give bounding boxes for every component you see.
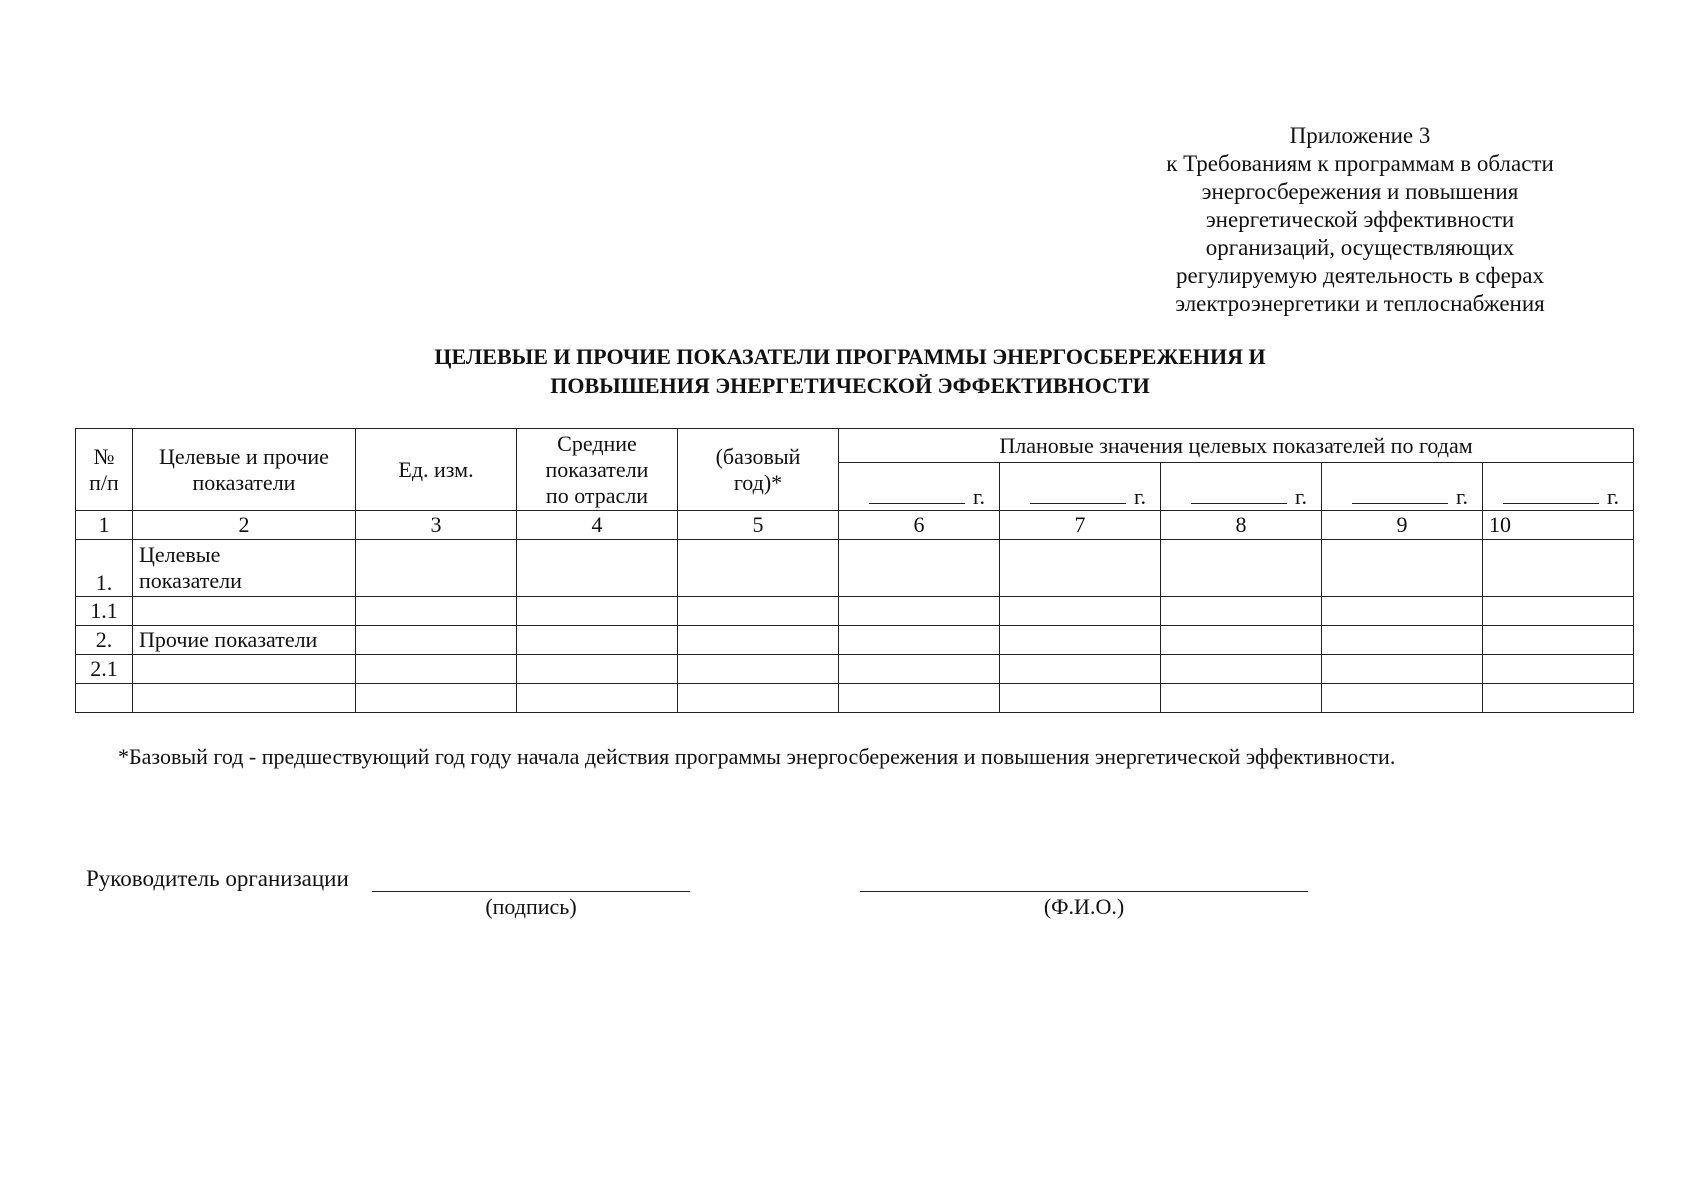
appendix-line: Приложение 3 [1289,123,1431,148]
row-name [133,540,356,597]
column-number: 2 [133,511,356,540]
column-number: 4 [517,511,678,540]
table-cell[interactable] [1483,655,1634,684]
year-blank [1030,483,1126,504]
table-cell[interactable] [678,684,839,713]
header-average-line2: показатели [545,456,649,482]
appendix-block [1150,122,1570,318]
table-cell[interactable] [678,626,839,655]
row-name-line2: показатели [139,568,242,593]
full-name-caption: (Ф.И.О.) [1043,894,1125,919]
table-cell[interactable] [839,655,1000,684]
year-blank [1191,483,1287,504]
footnote: *Базовый год - предшествующий год году начала действия программы энергосбережения и повышения энергетической эффективности. [118,744,1396,769]
table-cell[interactable] [356,540,517,597]
column-number: 9 [1322,511,1483,540]
table-cell[interactable] [678,597,839,626]
table-row [76,655,1634,684]
header-row [76,429,1634,463]
table-cell[interactable] [1483,626,1634,655]
signature-caption: (подпись) [485,894,577,919]
signature-label: Руководитель организации [86,866,349,891]
header-num-line1: № [93,443,115,469]
year-suffix: г. [972,484,985,509]
header-base-line1: (базовый [715,443,801,469]
row-number: 2.1 [76,655,133,684]
column-number: 3 [356,511,517,540]
table-row [76,626,1634,655]
year-cell [1000,463,1161,511]
row-name[interactable] [133,684,356,713]
title-line-2: ПОВЫШЕНИЯ ЭНЕРГЕТИЧЕСКОЙ ЭФФЕКТИВНОСТИ [550,373,1150,398]
year-blank [869,483,965,504]
table-cell[interactable] [839,626,1000,655]
table-cell[interactable] [1161,540,1322,597]
table-row [76,540,1634,597]
table-cell[interactable] [1322,597,1483,626]
table-cell[interactable] [356,626,517,655]
table-cell[interactable] [1000,684,1161,713]
table-cell[interactable] [839,684,1000,713]
year-suffix: г. [1455,484,1468,509]
table-cell[interactable] [1322,684,1483,713]
table-cell[interactable] [678,540,839,597]
document-title [250,342,1450,400]
column-number: 1 [76,511,133,540]
indicators-table [75,428,1634,713]
year-cell [1161,463,1322,511]
row-name[interactable] [133,655,356,684]
year-cell [1483,463,1634,511]
table-cell[interactable] [1000,540,1161,597]
table-cell[interactable] [1483,597,1634,626]
appendix-line: регулируемую деятельность в сферах [1175,263,1545,288]
column-number: 8 [1161,511,1322,540]
table-cell[interactable] [1483,684,1634,713]
year-suffix: г. [1294,484,1307,509]
column-number: 7 [1000,511,1161,540]
title-line-1: ЦЕЛЕВЫЕ И ПРОЧИЕ ПОКАЗАТЕЛИ ПРОГРАММЫ ЭНЕРГОСБЕРЕЖЕНИЯ И [434,344,1266,369]
table-cell[interactable] [1000,655,1161,684]
year-cell [839,463,1000,511]
signature-line[interactable] [372,891,690,892]
table-cell[interactable] [1322,626,1483,655]
year-blank [1352,483,1448,504]
table-cell[interactable] [1161,626,1322,655]
table-cell[interactable] [517,626,678,655]
table-cell[interactable] [517,684,678,713]
table-cell[interactable] [1000,597,1161,626]
table-cell[interactable] [678,655,839,684]
header-unit: Ед. изм. [356,429,517,511]
row-name-line1: Целевые [139,542,221,567]
table-cell[interactable] [1161,684,1322,713]
table-cell[interactable] [517,597,678,626]
table-cell[interactable] [1000,626,1161,655]
row-name: Прочие показатели [133,626,356,655]
header-num [76,429,133,511]
full-name-line[interactable] [860,891,1308,892]
table-cell[interactable] [1322,540,1483,597]
year-suffix: г. [1133,484,1146,509]
row-number: 1. [76,540,133,597]
row-number: 2. [76,626,133,655]
table-cell[interactable] [1161,597,1322,626]
table-row [76,684,1634,713]
year-blank [1503,483,1599,504]
year-suffix: г. [1607,484,1620,509]
year-cell [1322,463,1483,511]
table-cell[interactable] [839,540,1000,597]
header-indicators: Целевые и прочие показатели [133,429,356,511]
column-number: 5 [678,511,839,540]
table-cell[interactable] [839,597,1000,626]
table-cell[interactable] [1483,540,1634,597]
table-cell[interactable] [517,540,678,597]
table-row [76,597,1634,626]
header-base-line2: год)* [733,469,783,495]
table-cell[interactable] [1161,655,1322,684]
row-number [76,684,133,713]
header-base-year [678,429,839,511]
appendix-line: организаций, осуществляющих [1205,235,1515,260]
appendix-line: энергетической эффективности [1205,207,1515,232]
table-cell[interactable] [1322,655,1483,684]
appendix-line: к Требованиям к программам в области [1166,151,1554,176]
table-cell[interactable] [517,655,678,684]
row-name[interactable] [133,597,356,626]
header-num-line2: п/п [89,469,119,495]
row-number: 1.1 [76,597,133,626]
appendix-line: энергосбережения и повышения [1201,179,1519,204]
column-number: 10 [1483,511,1634,540]
column-number: 6 [839,511,1000,540]
header-planned: Плановые значения целевых показателей по годам [839,429,1634,463]
header-average [517,429,678,511]
appendix-line: электроэнергетики и теплоснабжения [1175,291,1545,316]
column-numbers-row [76,511,1634,540]
header-average-line1: Средние [557,430,637,456]
header-average-line3: по отрасли [545,482,649,508]
table-cell[interactable] [356,597,517,626]
table-cell[interactable] [356,655,517,684]
table-cell[interactable] [356,684,517,713]
